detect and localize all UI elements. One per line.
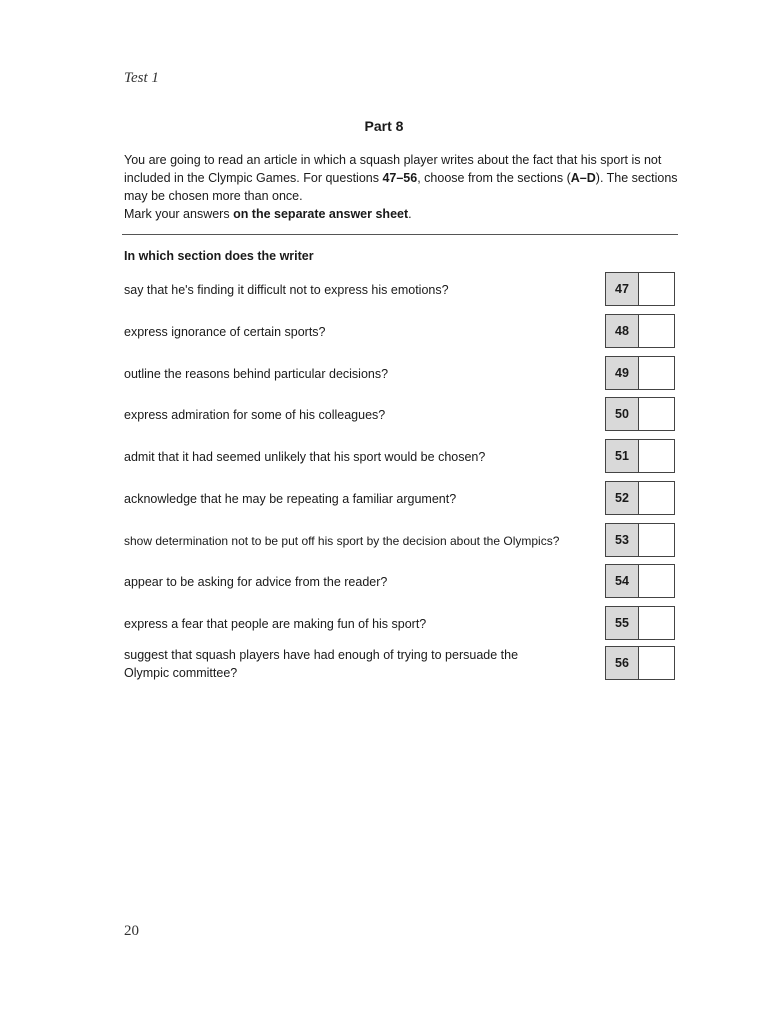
section-range: A–D (570, 171, 596, 185)
answer-box (605, 314, 675, 348)
question-text: express a fear that people are making fun of his sport? (124, 617, 427, 631)
question-row (124, 272, 674, 306)
question-text: express ignorance of certain sports? (124, 325, 326, 339)
answer-field[interactable] (639, 357, 674, 389)
question-row (124, 606, 674, 640)
question-text: acknowledge that he may be repeating a familiar argument? (124, 492, 457, 506)
question-text: say that he's finding it difficult not to express his emotions? (124, 283, 449, 297)
page-number: 20 (124, 923, 139, 939)
answer-field[interactable] (639, 565, 674, 597)
answer-box (605, 646, 675, 680)
answer-box (605, 439, 675, 473)
answer-box (605, 272, 675, 306)
question-number: 47 (606, 273, 639, 305)
instructions-text-5: . (408, 207, 412, 221)
question-row (124, 564, 674, 598)
answer-field[interactable] (639, 398, 674, 430)
instructions (124, 151, 679, 223)
question-row (124, 397, 674, 431)
question-number: 48 (606, 315, 639, 347)
part-title: Part 8 (364, 118, 404, 134)
question-text: appear to be asking for advice from the reader? (124, 575, 388, 589)
question-row (124, 523, 674, 557)
answer-field[interactable] (639, 647, 674, 679)
question-heading: In which section does the writer (124, 249, 314, 263)
instructions-text-3: ). The sections may be chosen more than once. (124, 171, 678, 203)
answer-box (605, 606, 675, 640)
instructions-text-4: Mark your answers (124, 207, 234, 221)
question-number: 52 (606, 482, 639, 514)
question-number: 56 (606, 647, 639, 679)
question-number: 54 (606, 565, 639, 597)
question-text: express admiration for some of his colleagues? (124, 408, 386, 422)
answer-box (605, 356, 675, 390)
question-text: outline the reasons behind particular decisions? (124, 367, 389, 381)
question-number: 49 (606, 357, 639, 389)
question-row (124, 481, 674, 515)
answer-field[interactable] (639, 482, 674, 514)
answer-box (605, 523, 675, 557)
question-text: admit that it had seemed unlikely that his sport would be chosen? (124, 450, 486, 464)
answer-sheet-note: on the separate answer sheet (233, 207, 409, 221)
question-number: 53 (606, 524, 639, 556)
question-number: 50 (606, 398, 639, 430)
answer-box (605, 564, 675, 598)
question-range: 47–56 (382, 171, 418, 185)
question-row (124, 439, 674, 473)
running-header: Test 1 (124, 70, 159, 86)
answer-field[interactable] (639, 607, 674, 639)
question-number: 51 (606, 440, 639, 472)
divider-rule (122, 234, 678, 235)
answer-field[interactable] (639, 440, 674, 472)
question-row (124, 356, 674, 390)
answer-box (605, 397, 675, 431)
answer-field[interactable] (639, 524, 674, 556)
instructions-text-2: , choose from the sections ( (417, 171, 571, 185)
answer-box (605, 481, 675, 515)
question-text: show determination not to be put off his sport by the decision about the Olympics? (124, 534, 560, 548)
question-number: 55 (606, 607, 639, 639)
instructions-text-1: You are going to read an article in which a squash player writes about the fact that his sport is not included in the Clympic Games. For questions (124, 153, 662, 185)
answer-field[interactable] (639, 315, 674, 347)
question-row (124, 314, 674, 348)
answer-field[interactable] (639, 273, 674, 305)
question-text: suggest that squash players have had enough of trying to persuade the Olympic committee? (124, 648, 519, 680)
question-row (124, 646, 674, 682)
